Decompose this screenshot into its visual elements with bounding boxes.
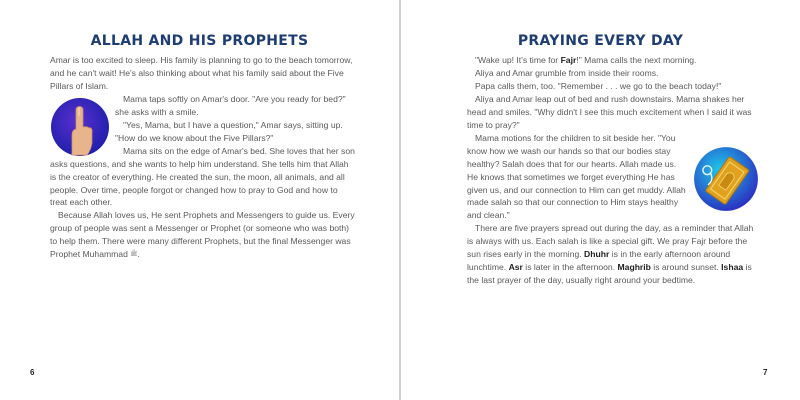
right-paragraph-1-b: !" Mama calls the next morning. xyxy=(576,55,697,65)
peace-be-upon-him-symbol: ﷺ xyxy=(130,251,138,258)
left-paragraph-4: Mama sits on the edge of Amar's bed. She loves that her son asks questions, and she wants to help him understand. She tells him that Allah is the creator of everything. He created the sun, the moon, all animals, and all people. Over time, people forgot or changed how to pray to God and how to treat each other. xyxy=(50,145,355,208)
prayer-rug-icon xyxy=(693,146,759,212)
right-page-title: PRAYING EVERY DAY xyxy=(517,33,684,49)
right-paragraph-2: Aliya and Amar grumble from inside their rooms. xyxy=(475,67,659,78)
left-paragraph-5-end: . xyxy=(137,249,140,260)
right-paragraph-6-e: is the last prayer of the day, usually right around your bedtime. xyxy=(467,262,752,286)
left-paragraph-5-text: Because Allah loves us, He sent Prophets and Messengers to guide us. Every group of people was sent a Messenger or Prophet (or someone who was both) to help them. There were many different Prophets, but the final Messenger was Prophet Muhammad xyxy=(50,210,355,260)
left-paragraph-5 xyxy=(50,209,356,261)
maghrib-term: Maghrib xyxy=(617,262,651,273)
ishaa-term: Ishaa xyxy=(721,262,744,273)
right-page-number: 7 xyxy=(763,368,768,377)
fajr-term: Fajr xyxy=(560,55,577,65)
right-paragraph-6-a: There are five prayers spread out during the day, as a reminder that Allah is always with us. Each salah is like a special gift. We pray Fajr before the sun rises early in the morning. xyxy=(467,223,754,260)
left-paragraph-3: "Yes, Mama, but I have a question," Amar says, sitting up. "How do we know about the Five Pillars?" xyxy=(115,119,343,143)
right-paragraph-6 xyxy=(467,222,759,287)
left-page xyxy=(0,0,399,400)
pointing-finger-icon xyxy=(50,97,110,157)
left-page-title: ALLAH AND HIS PROPHETS xyxy=(90,33,309,49)
right-paragraph-5: Mama motions for the children to sit beside her. "You know how we wash our hands so that our bodies stay healthy? Salah does that for our hearts. Allah made us. He knows that sometimes we forget everything He has given us, and our connection to Him can get muddy. Allah made salah so that our connection to Him stays healthy and clean." xyxy=(467,132,686,221)
left-paragraph-2: Mama taps softly on Amar's door. "Are you ready for bed?" she asks with a smile. xyxy=(115,93,346,117)
left-paragraph-1: Amar is too excited to sleep. His family is planning to go to the beach tomorrow, and he can't wait! He's also thinking about what his family said about the Five Pillars of Islam. xyxy=(50,55,353,91)
right-page xyxy=(401,0,800,400)
right-page-body xyxy=(467,54,759,287)
dhuhr-term: Dhuhr xyxy=(584,249,610,260)
right-paragraph-3: Papa calls them, too. "Remember . . . we go to the beach today!" xyxy=(475,80,722,91)
right-paragraph-1-a: "Wake up! It's time for xyxy=(475,55,561,65)
right-paragraph-6-d: is around sunset. xyxy=(650,262,722,273)
asr-term: Asr xyxy=(508,262,523,273)
left-page-body xyxy=(50,54,356,262)
right-paragraph-1 xyxy=(467,54,759,67)
right-paragraph-6-c: is later in the afternoon. xyxy=(522,262,618,273)
right-paragraph-6-b: is in the early afternoon around lunchtime. xyxy=(467,249,731,273)
left-page-number: 6 xyxy=(30,368,35,377)
right-paragraph-4: Aliya and Amar leap out of bed and rush downstairs. Mama shakes her head and smiles. "Why didn't I see this much excitement when I said it was time to pray?" xyxy=(467,93,752,130)
